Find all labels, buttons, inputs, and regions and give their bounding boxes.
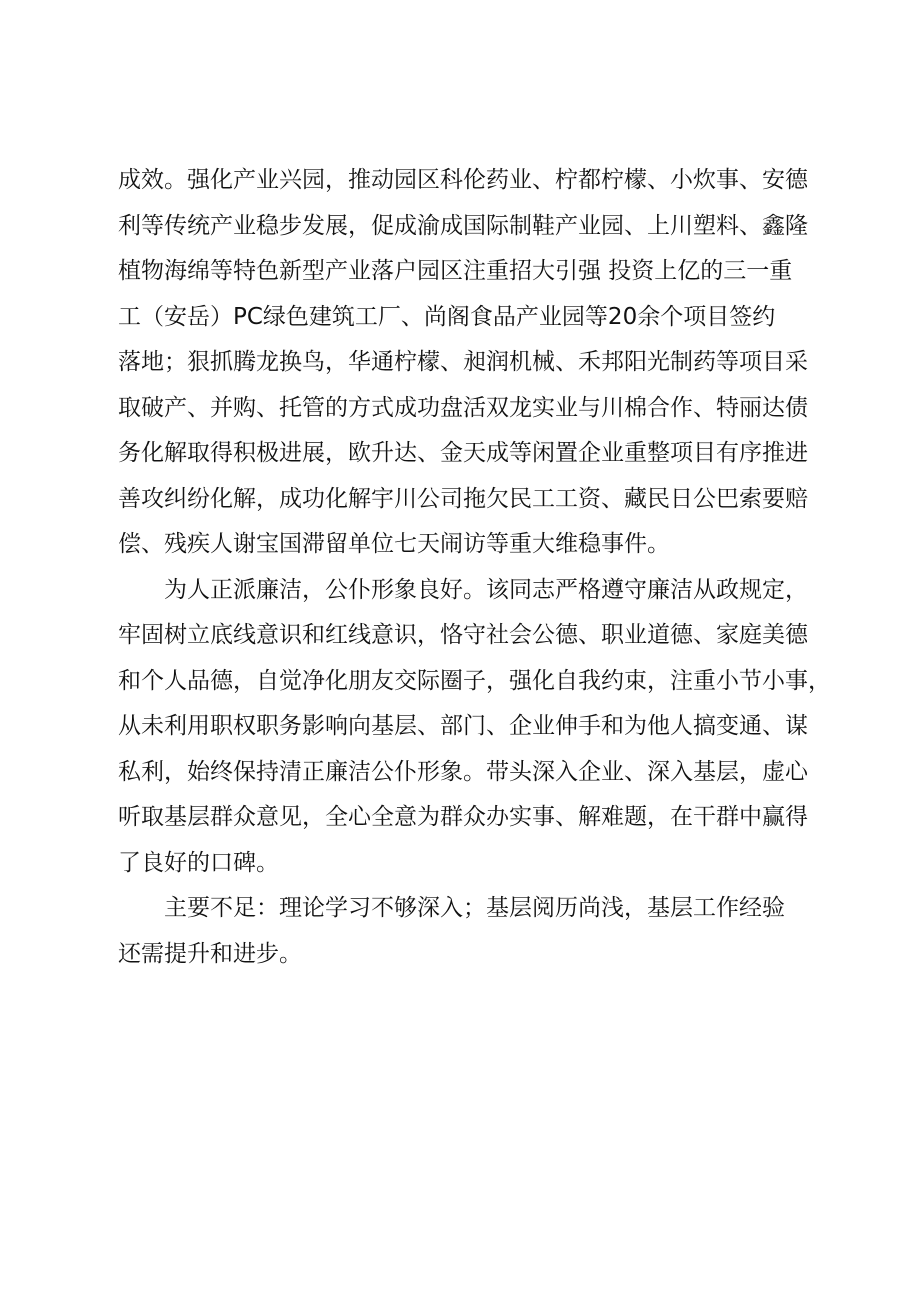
text-line: 和个人品德，自觉净化朋友交际圈子，强化自我约束，注重小节小事，	[118, 667, 831, 694]
text-line: 落地；狠抓腾龙换鸟，华通柠檬、昶润机械、禾邦阳光制药等项目采	[118, 349, 808, 375]
text-line: 取破产、并购、托管的方式成功盘活双龙实业与川棉合作、特丽达债	[118, 394, 808, 421]
text-line: 听取基层群众意见，全心全意为群众办实事、解难题，在干群中赢得	[118, 804, 808, 830]
text-line: 私利，始终保持清正廉洁公仆形象。带头深入企业、深入基层，虚心	[118, 758, 808, 785]
paragraph-integrity	[118, 568, 831, 887]
document-body	[118, 158, 831, 977]
text-line: 成效。强化产业兴园，推动园区科伦药业、柠都柠檬、小炊事、安德	[118, 167, 808, 193]
text-line: 主要不足：理论学习不够深入；基层阅历尚浅，基层工作经验	[164, 895, 785, 921]
text-line: 利等传统产业稳步发展，促成渝成国际制鞋产业园、上川塑料、鑫隆	[118, 212, 808, 239]
text-line: 还需提升和进步。	[118, 940, 302, 967]
text-line: 偿、残疾人谢宝国滞留单位七天闹访等重大维稳事件。	[118, 531, 670, 557]
text-line: 从未利用职权职务影响向基层、部门、企业伸手和为他人搞变通、谋	[118, 713, 808, 739]
text-line: 善攻纠纷化解，成功化解宇川公司拖欠民工工资、藏民日公巴索要赔	[118, 485, 808, 512]
text-line: 了良好的口碑。	[118, 849, 279, 876]
text-line: 务化解取得积极进展，欧升达、金天成等闲置企业重整项目有序推进	[118, 440, 808, 466]
text-line: 植物海绵等特色新型产业落户园区注重招大引强 投资上亿的三一重	[118, 258, 793, 284]
text-line: 为人正派廉洁，公仆形象良好。该同志严格遵守廉洁从政规定，	[164, 576, 808, 603]
paragraph-shortcomings	[118, 886, 808, 977]
text-line: 工（安岳）PC绿色建筑工厂、尚阁食品产业园等20余个项目签约	[118, 303, 776, 330]
paragraph-achievements	[118, 158, 808, 568]
text-line: 牢固树立底线意识和红线意识，恪守社会公德、职业道德、家庭美德	[118, 622, 808, 648]
